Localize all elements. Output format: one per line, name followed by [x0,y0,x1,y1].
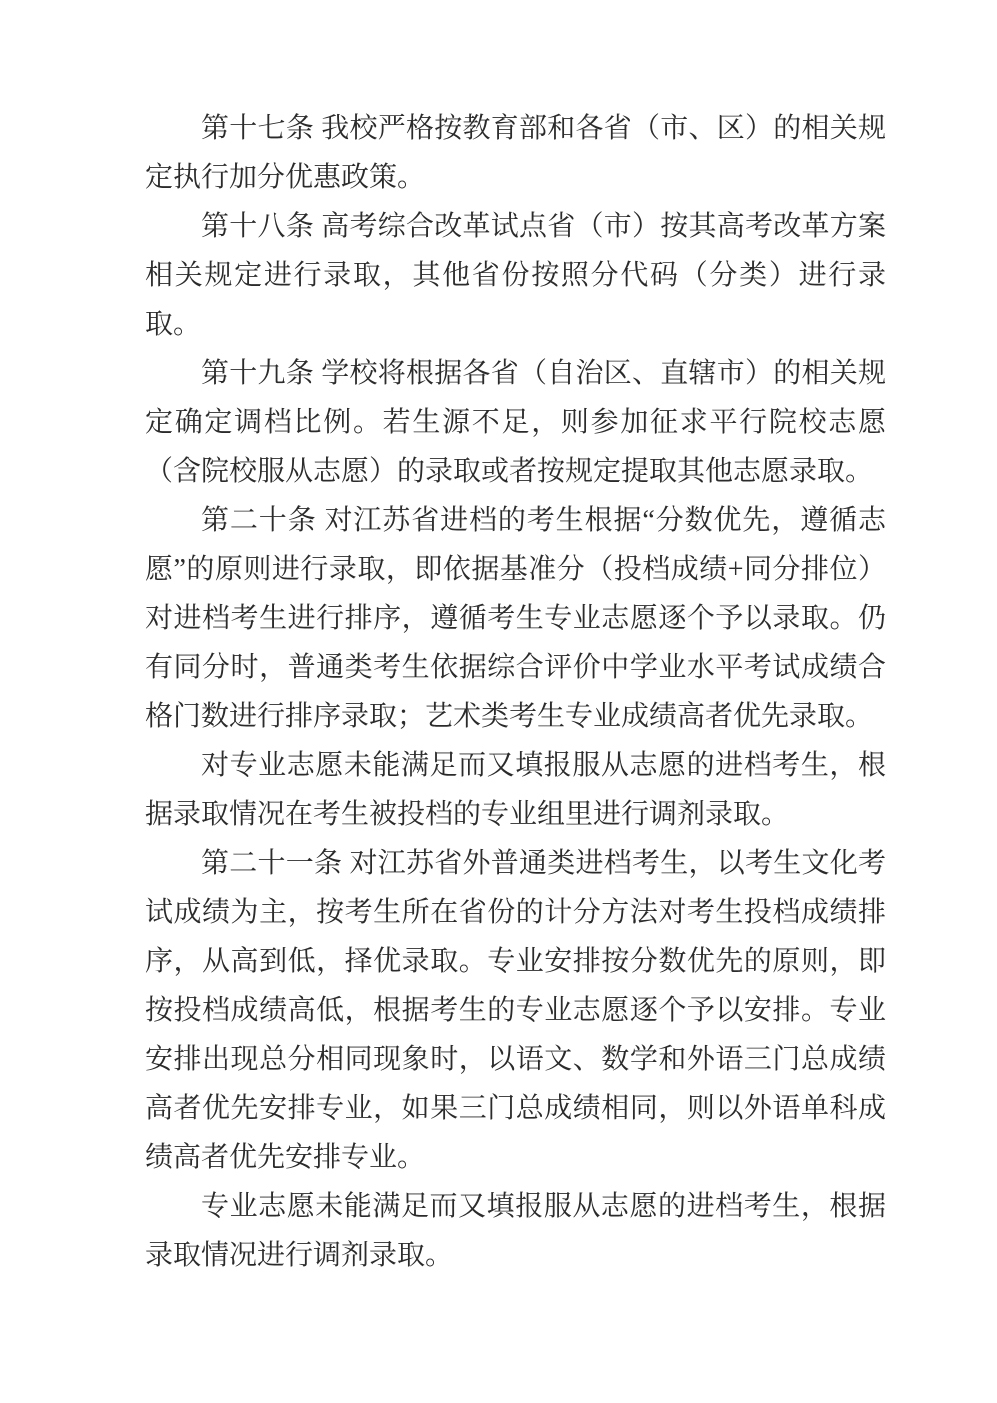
paragraph-article-20-supplement: 对专业志愿未能满足而又填报服从志愿的进档考生，根据录取情况在考生被投档的专业组里进行调剂录取。 [145,750,886,830]
paragraph-article-17: 第十七条 我校严格按教育部和各省（市、区）的相关规定执行加分优惠政策。 [145,113,886,193]
paragraph-article-21-supplement: 专业志愿未能满足而又填报服从志愿的进档考生，根据录取情况进行调剂录取。 [145,1191,886,1271]
paragraph-article-21: 第二十一条 对江苏省外普通类进档考生，以考生文化考试成绩为主，按考生所在省份的计分方法对考生投档成绩排序，从高到低，择优录取。专业安排按分数优先的原则，即按投档成绩高低，根据考生的专业志愿逐个予以安排。专业安排出现总分相同现象时，以语文、数学和外语三门总成绩高者优先安排专业，如果三门总成绩相同，则以外语单科成绩高者优先安排专业。 [145,848,886,1173]
paragraph-article-19: 第十九条 学校将根据各省（自治区、直辖市）的相关规定确定调档比例。若生源不足，则参加征求平行院校志愿（含院校服从志愿）的录取或者按规定提取其他志愿录取。 [145,358,886,487]
document-text-block [145,104,886,1280]
paragraph-article-20: 第二十条 对江苏省进档的考生根据“分数优先，遵循志愿”的原则进行录取，即依据基准分（投档成绩+同分排位）对进档考生进行排序，遵循考生专业志愿逐个予以录取。仍有同分时，普通类考生依据综合评价中学业水平考试成绩合格门数进行排序录取；艺术类考生专业成绩高者优先录取。 [145,505,886,732]
paragraph-article-18: 第十八条 高考综合改革试点省（市）按其高考改革方案相关规定进行录取，其他省份按照分代码（分类）进行录取。 [145,211,886,340]
